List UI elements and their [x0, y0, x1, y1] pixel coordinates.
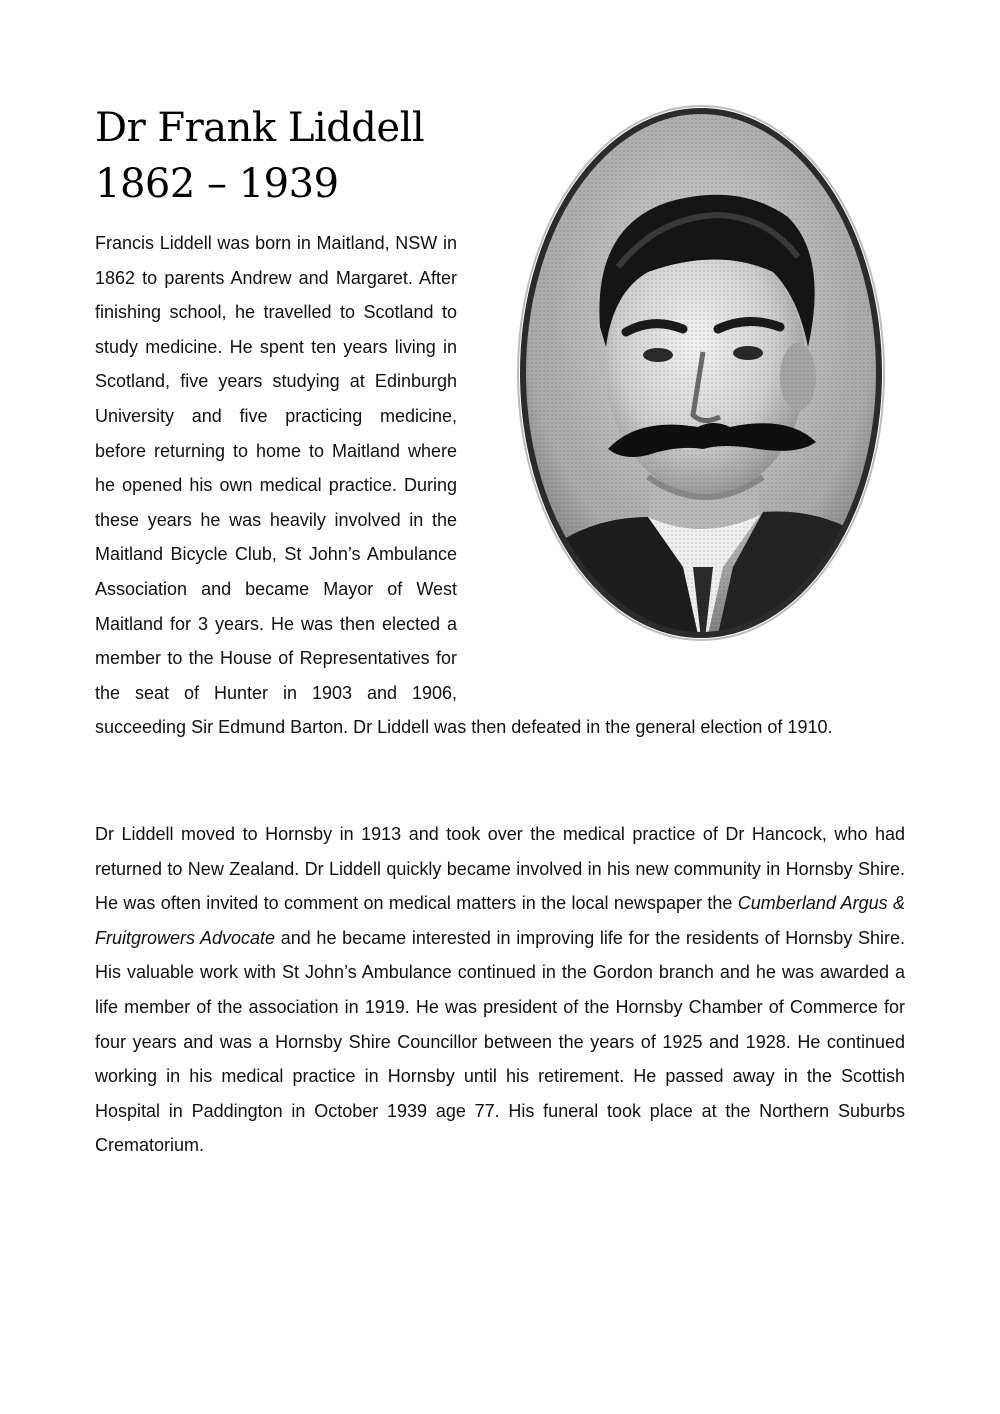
page-title: [95, 100, 424, 212]
portrait-spacer: [457, 226, 905, 676]
hornsby-paragraph-part1: Dr Liddell moved to Hornsby in 1913 and took over the medical practice of Dr Hancock, who had returned to New Zealand. Dr Liddell quickly became involved in his new community in Hornsby Shire. He was often invited to comment on medical matters in the local newspaper the: [95, 824, 905, 914]
newspaper-title: Cumberland Argus & Fruitgrowers Advocate: [95, 893, 905, 948]
hornsby-paragraph-part2: and he became interested in improving life for the residents of Hornsby Shire. His valuable work with St John’s Ambulance continued in the Gordon branch and he was awarded a life member of the association in 1919. He was president of the Hornsby Chamber of Commerce for four years and was a Hornsby Shire Councillor between the years of 1925 and 1928. He continued working in his medical practice in Hornsby until his retirement. He passed away in the Scottish Hospital in Paddington in October 1939 age 77. His funeral took place at the Northern Suburbs Crematorium.: [95, 927, 906, 1156]
intro-paragraph: Francis Liddell was born in Maitland, NSW in 1862 to parents Andrew and Margaret. After finishing school, he travelled to Scotland to study medicine. He spent ten years living in Scotland, five years studying at Edinburgh University and five practicing medicine, before returning to home to Maitland where he opened his own medical practice. During these years he was heavily involved in the Maitland Bicycle Club, St John’s Ambulance Association and became Mayor of West Maitland for 3 years. He was then elected a member to the House of Representatives for the seat of Hunter in 1903 and 1906, succeeding Sir Edmund Barton. Dr Liddell was then defeated in the general election of 1910.: [95, 233, 833, 738]
hornsby-paragraph: [95, 817, 905, 1163]
title-name: Dr Frank Liddell: [95, 105, 425, 151]
title-dates: 1862 – 1939: [95, 161, 339, 207]
intro-paragraph-container: [95, 226, 905, 745]
